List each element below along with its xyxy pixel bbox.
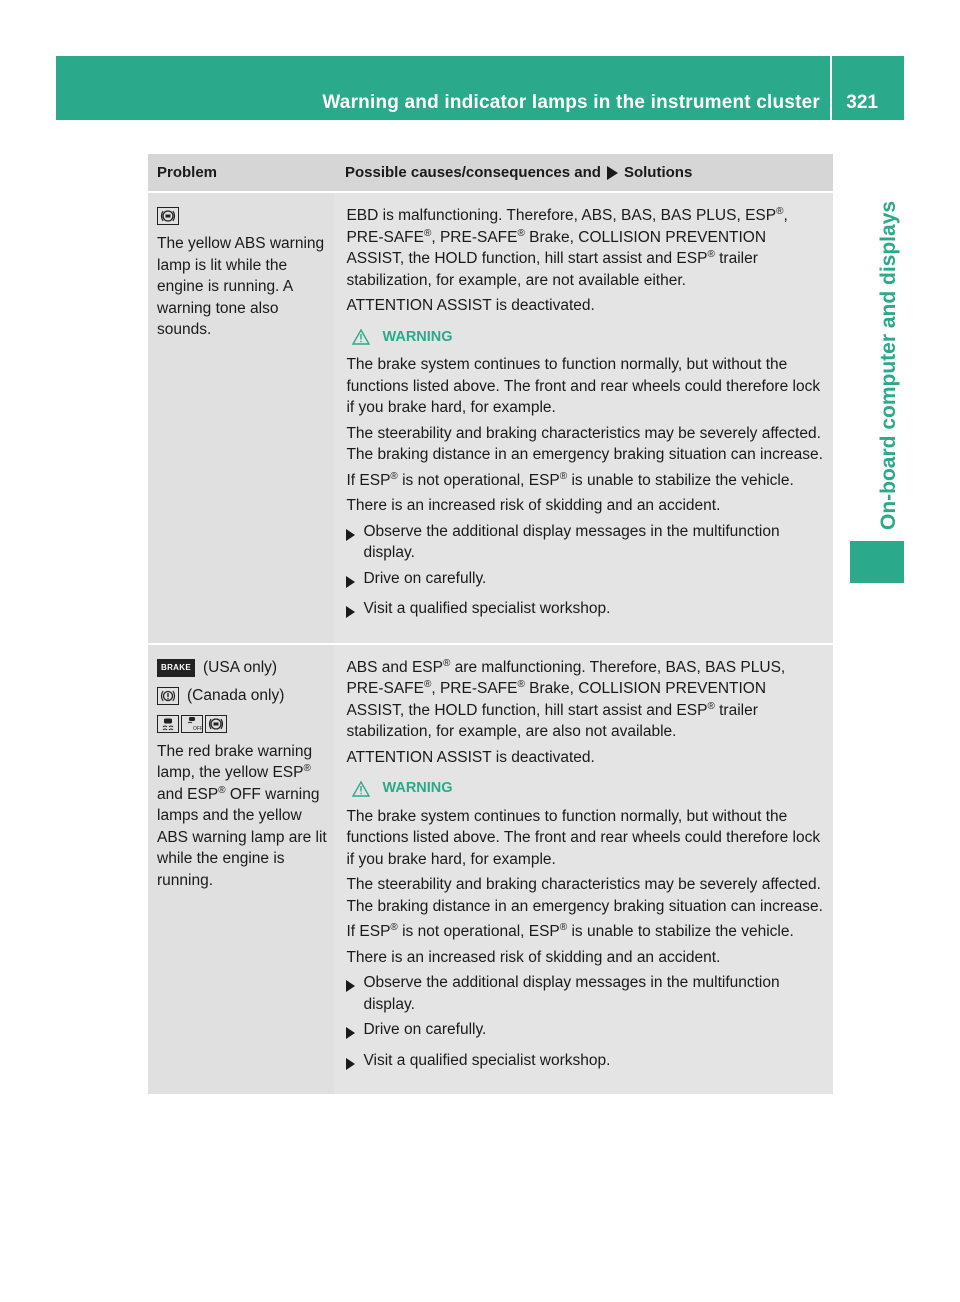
arrow-right-icon xyxy=(346,606,355,618)
column-header-problem: Problem xyxy=(157,163,218,181)
arrow-right-icon xyxy=(346,1058,355,1070)
solution-step: Visit a qualified specialist workshop. xyxy=(346,598,825,625)
warning-text: If ESP® is not operational, ESP® is unable to stabilize the vehicle. xyxy=(346,470,794,489)
page-header xyxy=(56,56,904,120)
problem-cell xyxy=(148,193,334,643)
warning-heading: WARNING xyxy=(352,327,825,349)
warning-text: The steerability and braking characteristics may be severely affected. The braking distance in an emergency braking situation can increase. xyxy=(346,424,823,463)
warning-triangle-icon xyxy=(352,329,370,345)
arrow-right-icon xyxy=(346,576,355,588)
warning-text: There is an increased risk of skidding and an accident. xyxy=(346,497,721,514)
canada-only-label: (Canada only) xyxy=(187,686,285,704)
side-tab-label: On-board computer and displays xyxy=(877,200,900,530)
cause-paragraph: EBD is malfunctioning. Therefore, ABS, BAS, BAS PLUS, ESP®, PRE-SAFE®, PRE-SAFE® Brake, COLLISION PREVENTION ASSIST, the HOLD function, hill start assist and ESP® trailer stabilization, for example, are not available either. xyxy=(346,205,788,289)
cause-paragraph: ATTENTION ASSIST is deactivated. xyxy=(346,748,595,766)
warning-text: The steerability and braking characteristics may be severely affected. The braking distance in an emergency braking situation can increase. xyxy=(346,876,823,915)
solution-step: Drive on carefully. xyxy=(346,568,825,595)
warning-lamps-table xyxy=(148,154,833,1094)
cause-paragraph: ABS and ESP® are malfunctioning. Therefore, BAS, BAS PLUS, PRE-SAFE®, PRE-SAFE® Brake, COLLISION PREVENTION ASSIST, the HOLD function, hill start assist and ESP® trailer stabilization, for example, are also not available. xyxy=(346,657,786,740)
svg-text:OFF: OFF xyxy=(193,726,203,732)
header-divider xyxy=(830,56,832,120)
problem-text: The red brake warning lamp, the yellow ESP® and ESP® OFF warning lamps and the yellow ABS warning lamp are lit while the engine is running. xyxy=(157,742,327,889)
brake-circle-icon xyxy=(157,687,179,705)
brake-warning-icon: BRAKE xyxy=(157,659,195,677)
table-row xyxy=(148,193,833,643)
warning-text: There is an increased risk of skidding and an accident. xyxy=(346,948,721,966)
warning-text: The brake system continues to function normally, but without the functions listed above. The front and rear wheels could therefore lock if you brake hard, for example. xyxy=(346,356,821,416)
page-title: Warning and indicator lamps in the instrument cluster xyxy=(322,92,820,113)
problem-cell xyxy=(148,645,334,1095)
warning-text: The brake system continues to function normally, but without the functions listed above. The front and rear wheels could therefore lock if you brake hard, for example. xyxy=(346,807,821,868)
side-tab-marker xyxy=(850,541,904,583)
problem-text: The yellow ABS warning lamp is lit while the engine is running. A warning tone also sounds. xyxy=(157,235,325,338)
column-header-causes: Possible causes/consequences and Solutions xyxy=(345,163,693,181)
usa-only-label: (USA only) xyxy=(203,658,278,676)
esp-off-warning-icon xyxy=(181,715,203,733)
arrow-right-icon xyxy=(346,980,355,992)
arrow-right-icon xyxy=(346,529,355,541)
solution-step: Visit a qualified specialist workshop. xyxy=(346,1050,825,1077)
solution-step: Observe the additional display messages in the multifunction display. xyxy=(346,972,825,1015)
solution-step: Drive on carefully. xyxy=(346,1019,825,1046)
warning-text: If ESP® is not operational, ESP® is unable to stabilize the vehicle. xyxy=(346,921,794,940)
esp-warning-icon xyxy=(157,715,179,733)
abs-warning-icon xyxy=(157,207,179,225)
causes-cell xyxy=(336,645,833,1095)
table-header xyxy=(148,154,833,191)
table-row xyxy=(148,645,833,1095)
warning-heading: WARNING xyxy=(352,778,825,800)
cause-paragraph: ATTENTION ASSIST is deactivated. xyxy=(346,297,595,314)
warning-triangle-icon xyxy=(352,781,370,797)
arrow-right-icon xyxy=(607,166,618,180)
arrow-right-icon xyxy=(346,1027,355,1039)
causes-cell xyxy=(336,193,833,643)
page-number: 321 xyxy=(846,92,878,113)
abs-warning-icon xyxy=(205,715,227,733)
solution-step: Observe the additional display messages in the multifunction display. xyxy=(346,521,825,564)
